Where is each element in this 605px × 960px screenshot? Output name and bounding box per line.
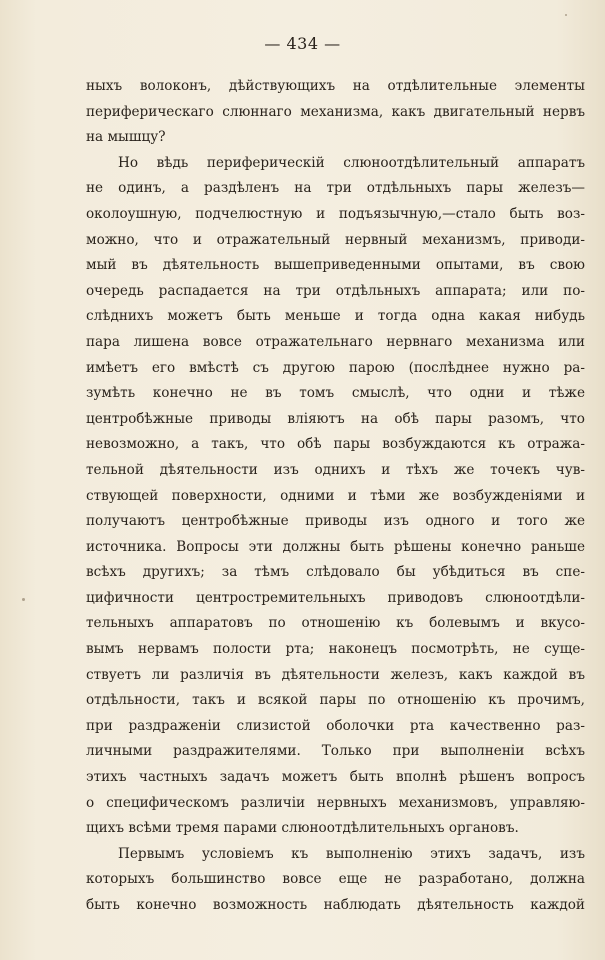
text-line: цифичности центростремительныхъ приводовъ слюноотдѣли-: [86, 589, 585, 606]
text-line: которыхъ большинство вовсе еще не разработано, должна: [86, 871, 585, 888]
text-line: околоушную, подчелюстную и подъязычную,—стало быть воз-: [86, 205, 585, 222]
text-line: пара лишена вовсе отражательнаго нервнаго механизма или: [86, 333, 585, 350]
text-line: при раздраженіи слизистой оболочки рта качественно раз-: [86, 717, 585, 734]
text-line: личными раздражителями. Только при выполненіи всѣхъ: [86, 743, 585, 760]
text-line: очередь распадается на три отдѣльныхъ аппарата; или по-: [86, 282, 585, 299]
text-line: мый въ дѣятельность вышеприведенными опытами, въ свою: [86, 257, 585, 274]
text-line: тельной дѣятельности изъ однихъ и тѣхъ же точекъ чув-: [86, 461, 585, 478]
text-line: центробѣжные приводы вліяютъ на обѣ пары разомъ, что: [86, 410, 585, 427]
text-line: источника. Вопросы эти должны быть рѣшены конечно раньше: [86, 538, 585, 555]
text-line: тельныхъ аппаратовъ по отношенію къ болевымъ и вкусо-: [86, 615, 585, 632]
text-line: можно, что и отражательный нервный механизмъ, приводи-: [86, 231, 585, 248]
text-line: щихъ всѣми тремя парами слюноотдѣлительныхъ органовъ.: [86, 820, 519, 837]
text-line: о специфическомъ различіи нервныхъ механизмовъ, управляю-: [86, 794, 585, 811]
text-line: не одинъ, а раздѣленъ на три отдѣльныхъ пары железъ—: [86, 180, 585, 197]
text-line: зумѣть конечно не въ томъ смыслѣ, что одни и тѣже: [86, 385, 585, 402]
text-line: быть конечно возможность наблюдать дѣятельность каждой: [86, 897, 585, 913]
text-line: получаютъ центробѣжные приводы изъ одного и того же: [86, 513, 585, 530]
text-line: этихъ частныхъ задачъ можетъ быть вполнѣ рѣшенъ вопросъ: [86, 769, 585, 786]
text-line: ствующей поверхности, одними и тѣми же возбужденіями и: [86, 487, 585, 504]
body-text: [86, 74, 585, 919]
text-line: ныхъ волоконъ, дѣйствующихъ на отдѣлительные элементы: [86, 78, 585, 94]
page-number: — 434 —: [264, 34, 341, 53]
text-line: всѣхъ другихъ; за тѣмъ слѣдовало бы убѣдиться въ спе-: [86, 564, 585, 581]
text-line: имѣетъ его вмѣстѣ съ другою парою (послѣднее нужно ра-: [86, 359, 585, 376]
text-line: на мышцу?: [86, 129, 166, 146]
text-line: ствуетъ ли различія въ дѣятельности железъ, какъ каждой въ: [86, 666, 585, 683]
text-line: отдѣльности, такъ и всякой пары по отношенію къ прочимъ,: [86, 692, 585, 709]
text-line: Первымъ условіемъ къ выполненію этихъ задачъ, изъ: [118, 845, 585, 862]
paper-speck: [565, 14, 567, 16]
text-line: слѣднихъ можетъ быть меньше и тогда одна какая нибудь: [86, 308, 585, 325]
text-line: Но вѣдь периферическій слюноотдѣлительный аппаратъ: [118, 154, 585, 171]
paper-speck: [22, 598, 25, 601]
text-line: невозможно, а такъ, что обѣ пары возбуждаются къ отража-: [86, 436, 585, 453]
text-line: вымъ нервамъ полости рта; наконецъ посмотрѣть, не суще-: [86, 641, 585, 658]
text-line: периферическаго слюннаго механизма, какъ двигательный нервъ: [86, 103, 585, 120]
